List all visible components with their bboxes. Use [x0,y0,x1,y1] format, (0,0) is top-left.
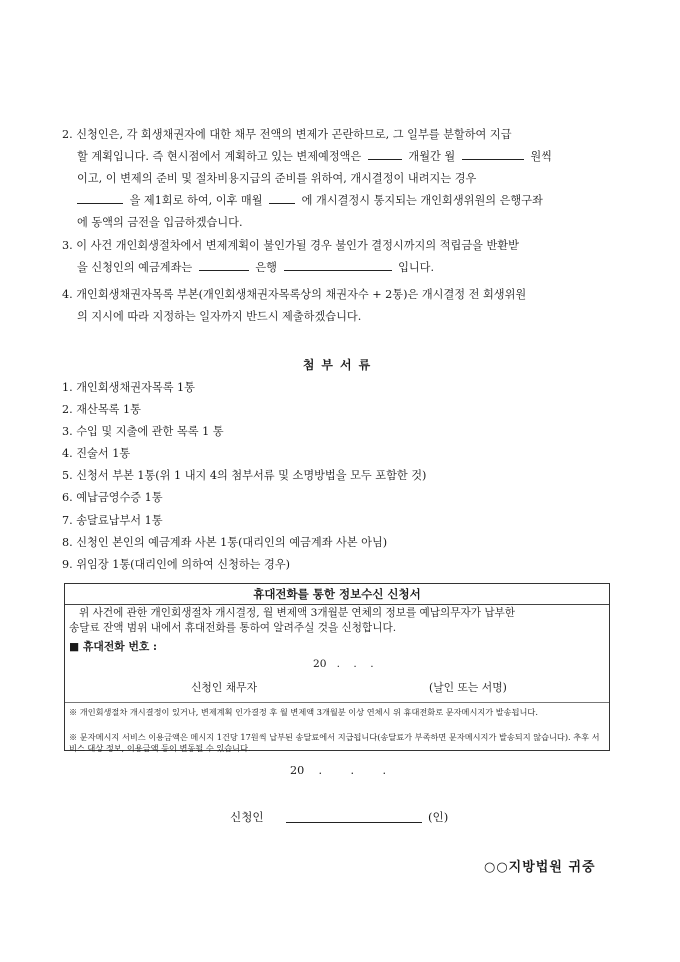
clause-3-line-1: 3. 이 사건 개인회생절차에서 변제계획이 불인가될 경우 불인가 결정시까지의 적립금을 반환받 [62,239,519,252]
clause-2 [62,124,618,234]
clause-4-line-1: 4. 개인회생채권자목록 부본(개인회생채권자목록상의 채권자수 + 2통)은 개시결정 전 회생위원 [62,288,527,301]
attachment-item: 4. 진술서 1통 [62,447,131,461]
sms-applicant-label: 신청인 채무자 [191,681,258,694]
clause-2-line-3: 이고, 이 변제의 준비 및 절차비용지급의 준비를 위하여, 개시결정이 내려지는 경우 [77,172,477,185]
sms-date: 20 . . . [313,658,374,670]
sms-body-line-2: 송달료 잔액 범위 내에서 휴대전화를 통하여 알려주실 것을 신청합니다. [69,622,397,634]
applicant-signature-line[interactable] [286,822,422,823]
court-addressee: ○○지방법원 귀중 [484,860,596,875]
clause-2-line-2: 할 계획입니다. 즉 현시점에서 계획하고 있는 변제예정액은 개월간 월 원씩 [77,150,552,163]
divider [65,702,609,703]
attachment-item: 1. 개인회생채권자목록 1통 [62,381,195,394]
sms-note-2: ※ 문자메시지 서비스 이용금액은 메시지 1건당 17원씩 납부된 송달료에서 지급됩니다(송달료가 부족하면 문자메시지가 발송되지 않습니다). 추후 서비스 대상 정보, 이용금액 등이 변동될 수 있습니다. [69,732,600,753]
attachment-item: 2. 재산목록 1통 [62,403,141,417]
account-number-blank[interactable] [284,259,392,271]
attachment-item: 7. 송달료납부서 1통 [62,513,163,527]
clause-4 [62,284,618,328]
sms-signature-field[interactable]: (날인 또는 서명) [429,681,507,694]
monthly-amount-blank[interactable] [462,148,524,160]
sms-box-body [69,606,605,636]
clause-3-line-2: 을 신청인의 예금계좌는 은행 입니다. [77,261,435,274]
clause-2-line-4: 을 제1회로 하여, 이후 매월 에 개시결정시 통지되는 개인회생위원의 은행구좌 [62,190,618,212]
attachment-item: 8. 신청인 본인의 예금계좌 사본 1통(대리인의 예금계좌 사본 아님) [62,535,388,549]
attachment-item: 3. 수입 및 지출에 관한 목록 1 통 [62,425,224,439]
months-blank[interactable] [368,148,402,160]
sms-box-title: 휴대전화를 통한 정보수신 신청서 [253,587,421,601]
phone-number-field[interactable]: ■ 휴대전화 번호 : [69,640,158,653]
first-payment-blank[interactable] [77,192,123,204]
attachment-item: 9. 위임장 1통(대리인에 의하여 신청하는 경우) [62,557,291,571]
clause-2-line-1: 2. 신청인은, 각 회생채권자에 대한 채무 전액의 변제가 곤란하므로, 그 일부를 분할하여 지급 [62,128,512,141]
payment-day-blank[interactable] [269,192,295,204]
sms-note-1: ※ 개인회생절차 개시결정이 있거나, 변제계획 인가결정 후 월 변제액 3개월분 이상 연체시 위 휴대전화로 문자메시지가 발송됩니다. [69,707,538,717]
attachment-item: 6. 예납금영수증 1통 [62,491,163,505]
clause-4-line-2: 의 지시에 따라 지정하는 일자까지 반드시 제출하겠습니다. [77,310,362,323]
divider [65,604,609,605]
attachments-list [62,377,618,576]
attachment-item: 5. 신청서 부본 1통(위 1 내지 4의 첨부서류 및 소명방법을 모두 포함한 것) [62,469,427,483]
sms-request-box [64,583,610,751]
bank-name-blank[interactable] [199,259,249,271]
clause-3 [62,235,618,279]
application-date: 20 . . . [290,764,387,777]
applicant-label: 신청인 [230,810,264,824]
seal-label: (인) [428,810,449,824]
clause-2-line-5: 에 동액의 금전을 입금하겠습니다. [77,216,243,229]
attachments-title: 첨부서류 [302,358,378,372]
sms-body-line-1: 위 사건에 관한 개인회생절차 개시결정, 월 변제액 3개월분 연체의 정보를 예납의무자가 납부한 [79,607,516,619]
